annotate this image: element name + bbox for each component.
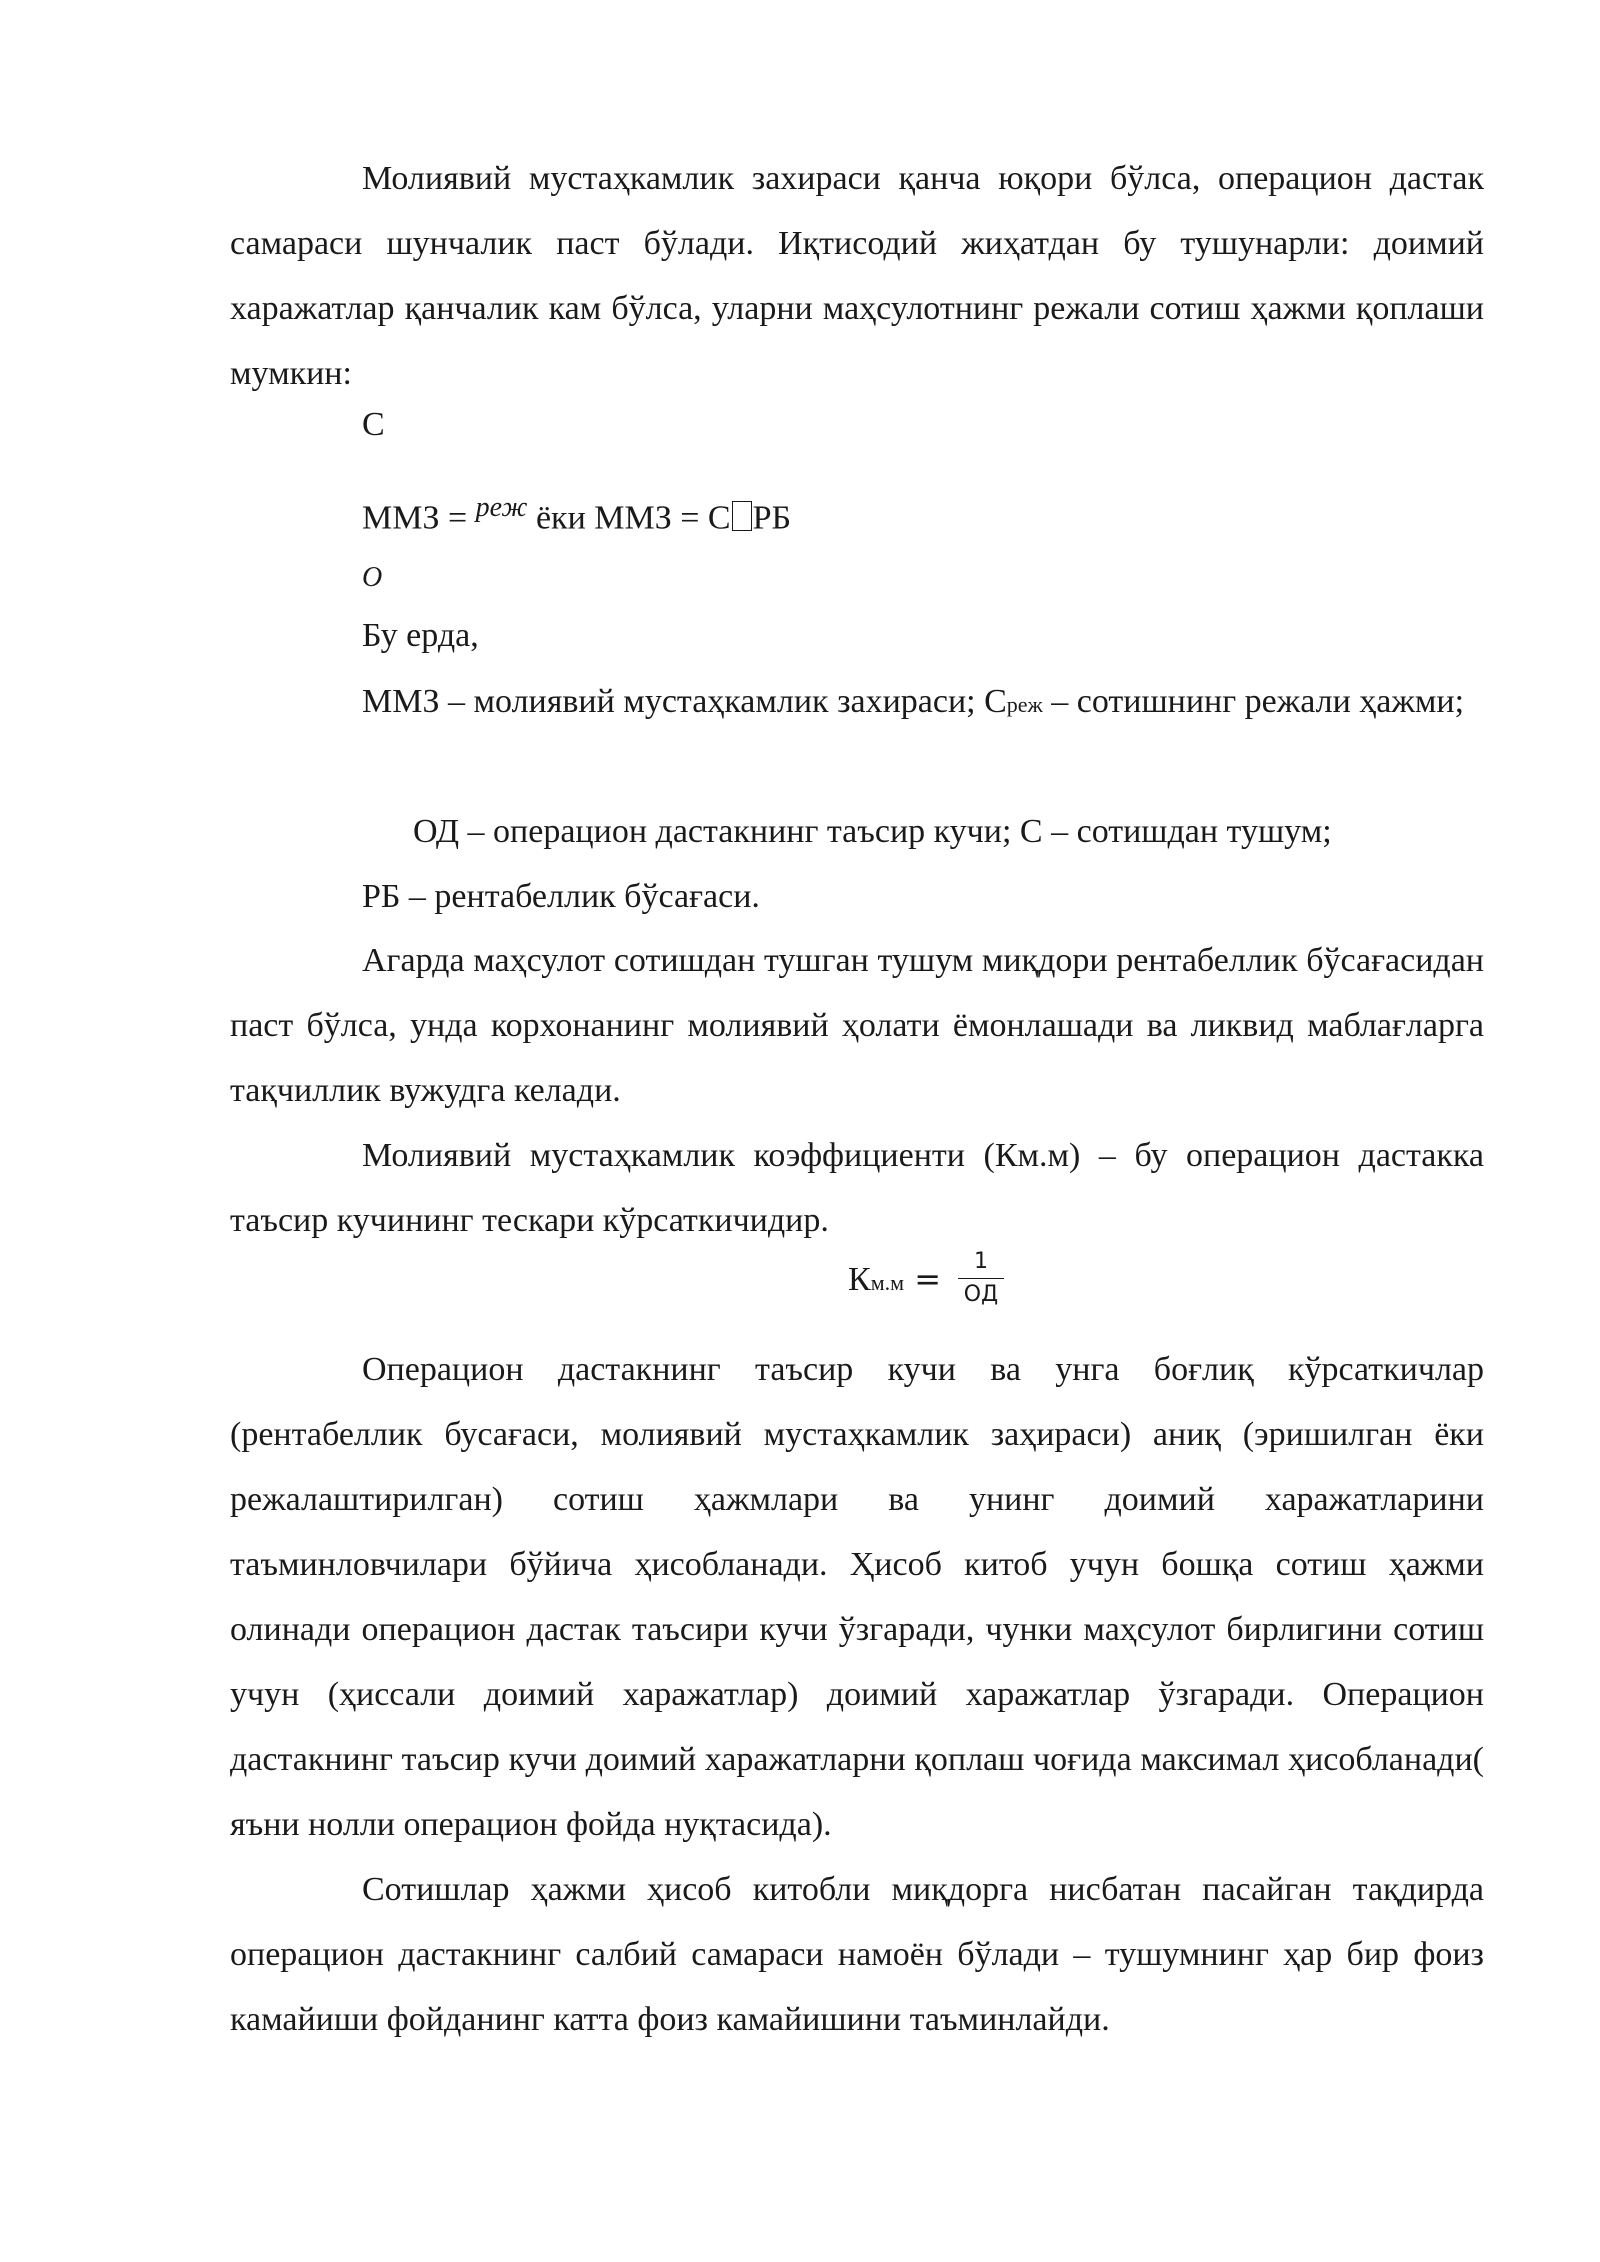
- formula-bottom-letter: О: [362, 562, 383, 593]
- formula-left: ММЗ =: [362, 499, 476, 537]
- formula-sup: реж: [475, 492, 528, 523]
- formula-coefficient: [848, 1249, 999, 1307]
- formula-eq: =: [904, 1260, 942, 1298]
- definition-od: ОД – операцион дастакнинг таъсир кучи; С – сотишдан тушум;: [413, 813, 1332, 850]
- paragraph-coefficient: Молиявий мустаҳкамлик коэффициенти (Км.м) – бу операцион дастакка таъсир кучининг тескари кўрсаткичидир.: [230, 1137, 1484, 1239]
- paragraph-sales-decline: Сотишлар ҳажми ҳисоб китобли миқдорга нисбатан пасайган тақдирда операцион дастакнинг салбий самараси намоён бўлади – тушумнинг ҳар бир фоиз камайиши фойданинг катта фоиз камайишини таъминлайди.: [230, 1871, 1484, 2038]
- formula-end: РБ: [752, 499, 792, 537]
- paragraph-condition: Агарда маҳсулот сотишдан тушган тушум миқдори рентабеллик бўсағасидан паст бўлса, унда корхонанинг молиявий ҳолати ёмонлашади ва ликвид маблағларга тақчиллик вужудга келади.: [230, 942, 1484, 1109]
- formula-right: ёки ММЗ = С: [527, 499, 731, 537]
- paragraph-definitions: [230, 669, 1484, 737]
- def-sub: реж: [1006, 692, 1043, 717]
- fraction-numerator: 1: [974, 1249, 988, 1274]
- paragraph-intro: Молиявий мустаҳкамлик захираси қанча юқори бўлса, операцион дастак самараси шунчалик паст бўлади. Иқтисодий жиҳатдан бу тушунарли: доимий харажатлар қанчалик кам бўлса, уларни маҳсулотнинг режали сотиш ҳажми қоплаши мумкин:: [230, 160, 1484, 392]
- paragraph-operating-leverage: Операцион дастакнинг таъсир кучи ва унга боғлиқ кўрсаткичлар (рентабеллик бусағаси, молиявий мустаҳкамлик заҳираси) аниқ (эришилган ёки режалаштирилган) сотиш ҳажмлари ва унинг доимий харажатларини таъминловчилари бўйича ҳисобланади. Ҳисоб китоб учун бошқа сотиш ҳажми олинади операцион дастак таъсири кучи ўзгаради, чунки маҳсулот бирлигини сотиш учун (ҳиссали доимий харажатлар) доимий харажатлар ўзгаради. Операцион дастакнинг таъсир кучи доимий харажатларни қоплаш чоғида максимал ҳисобланади( яъни нолли операцион фойда нуқтасида).: [230, 1351, 1484, 1843]
- def-mmz: ММЗ – молиявий мустаҳкамлик захираси; С: [362, 683, 1007, 720]
- formula-top-letter: С: [362, 406, 385, 443]
- definition-rb: РБ – рентабеллик бўсағаси.: [362, 878, 760, 915]
- fraction-bar: [958, 1278, 1004, 1279]
- formula-mmz: [362, 488, 791, 538]
- fraction-denominator: ОД: [963, 1282, 999, 1307]
- here-label: Бу ерда,: [362, 617, 479, 654]
- fraction: [958, 1248, 1004, 1309]
- formula-k-sub: м.м: [870, 1270, 905, 1295]
- formula-k: К: [848, 1261, 871, 1298]
- missing-glyph-box: [732, 501, 752, 531]
- def-tail: – сотишнинг режали ҳажми;: [1042, 683, 1465, 720]
